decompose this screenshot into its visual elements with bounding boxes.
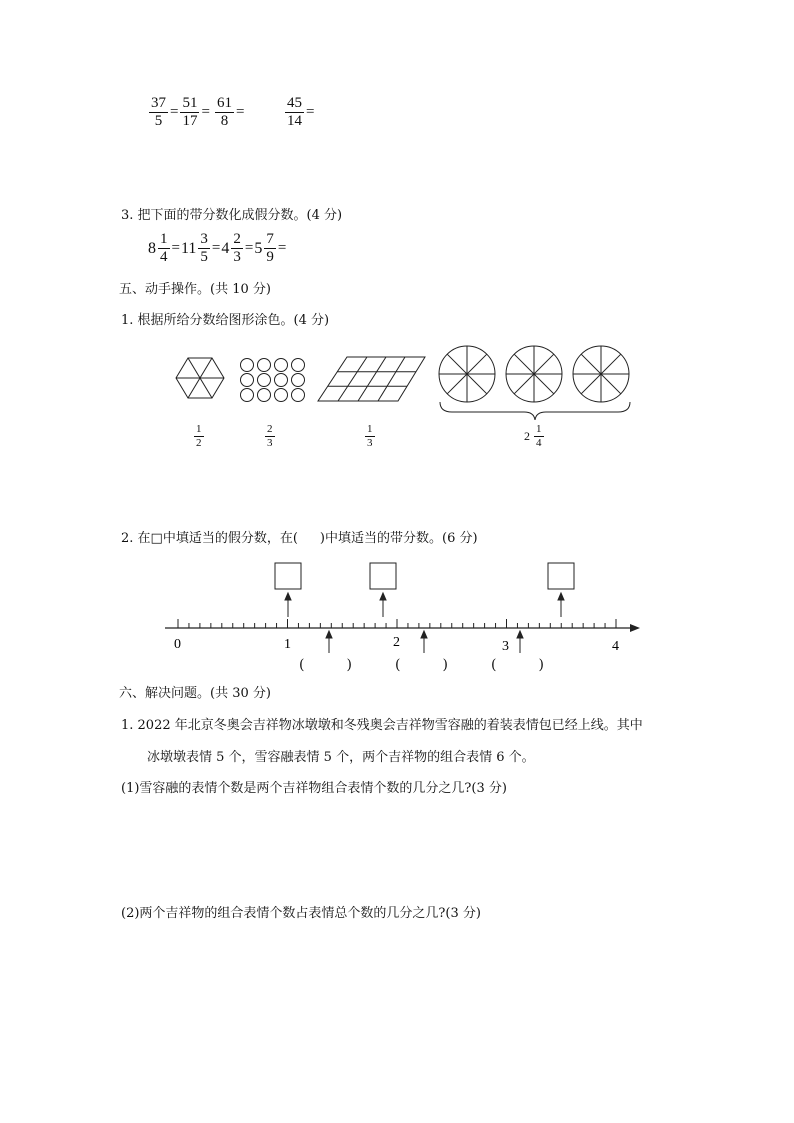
answer-box[interactable] — [275, 563, 301, 589]
paren-answer-slot[interactable]: ( ) — [491, 657, 544, 673]
divided-circles-shape — [439, 346, 629, 402]
section-5-q2-title: 2. 在 □ 中填适当的假分数，在( )中填适当的带分数。(6 分) — [121, 531, 478, 546]
tick-label-0: 0 — [174, 637, 181, 652]
lower-arrows — [326, 631, 523, 653]
tick-label-4: 4 — [612, 639, 619, 654]
up-arrows — [285, 593, 564, 617]
section-6-q1-line1: 1. 2022 年北京冬奥会吉祥物冰墩墩和冬残奥会吉祥物雪容融的着装表情包已经上线。其中 — [121, 718, 643, 733]
box-symbol: □ — [150, 531, 163, 546]
fraction: $\frac{7}{9}$ — [266, 231, 274, 265]
brace-shape — [440, 402, 630, 420]
paren-answer-slot[interactable]: ( ) — [395, 657, 448, 673]
section-5-q1-title: 1. 根据所给分数给图形涂色。(4 分) — [121, 313, 330, 328]
fraction: $\frac{51}{17}$ — [182, 95, 198, 129]
equals-sign: = — [235, 104, 245, 120]
fraction-row-1 — [148, 96, 245, 129]
label-fraction-circles: $\frac{2}{3}$ — [267, 423, 273, 449]
section-6-q1-line2: 冰墩墩表情 5 个，雪容融表情 5 个，两个吉祥物的组合表情 6 个。 — [147, 750, 535, 765]
label-fraction-parallelogram: $\frac{1}{3}$ — [367, 423, 373, 449]
label-fraction-hexagon: $\frac{1}{2}$ — [196, 423, 202, 449]
equals-sign: = — [201, 104, 210, 120]
number-line-arrowhead — [630, 624, 640, 632]
mixed-fraction-row: 8 $\frac{1}{4}$ = 11 $\frac{3}{5}$ = 4 $\frac{2}{3}$ = 5 $\frac{7}{9}$ = — [148, 231, 287, 265]
section-6-sub-question-1: (1)雪容融的表情个数是两个吉祥物组合表情个数的几分之几?(3 分) — [121, 781, 507, 796]
fraction: $\frac{2}{3}$ — [233, 231, 241, 265]
label-mixed-fraction-circles: 2 $\frac{1}{4}$ — [524, 423, 542, 449]
section-6-sub-question-2: (2)两个吉祥物的组合表情个数占表情总个数的几分之几?(3 分) — [121, 906, 481, 921]
hexagon-shape — [176, 358, 224, 398]
question-3-title: 3. 把下面的带分数化成假分数。(4 分) — [121, 208, 343, 223]
number-line-ticks — [178, 619, 616, 628]
fraction: $\frac{1}{4}$ — [160, 231, 168, 265]
section-5-title: 五、动手操作。(共 10 分) — [119, 282, 271, 297]
section-6-title: 六、解决问题。(共 30 分) — [119, 686, 271, 701]
shapes-figure — [0, 340, 794, 420]
fraction: $\frac{45}{14}$ — [287, 95, 302, 129]
answer-box[interactable] — [370, 563, 396, 589]
fraction: $\frac{37}{5}$ — [151, 95, 166, 129]
tick-label-1: 1 — [284, 637, 291, 652]
paren-answer-slot[interactable]: ( ) — [299, 657, 352, 673]
tick-label-2: 2 — [393, 635, 400, 650]
answer-box[interactable] — [548, 563, 574, 589]
fraction: $\frac{61}{8}$ — [216, 95, 232, 129]
equals-sign: = — [170, 104, 179, 120]
parallelogram-shape — [318, 357, 425, 401]
fraction-row-1b — [284, 96, 315, 129]
tick-label-3: 3 — [502, 639, 509, 654]
fraction: $\frac{3}{5}$ — [200, 231, 208, 265]
equals-sign: = — [306, 104, 315, 120]
circle-grid-shape — [241, 359, 305, 402]
number-line-figure — [0, 555, 794, 665]
